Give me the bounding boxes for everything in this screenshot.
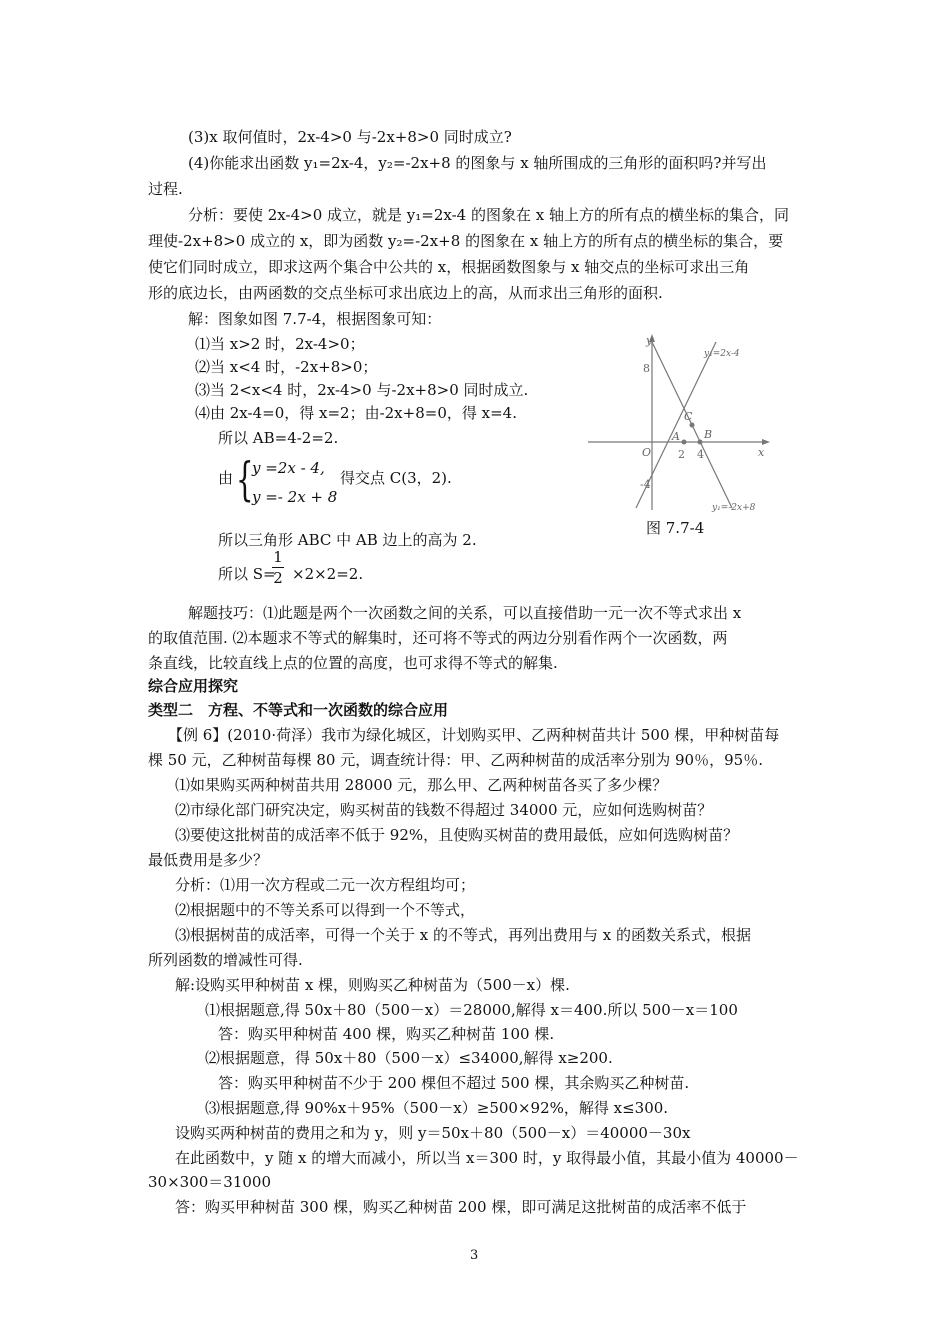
text-line: 解：图象如图 7.7-4，根据图象可知：	[188, 310, 442, 328]
text-line: ⑶根据树苗的成活率，可得一个关于 x 的不等式，再列出费用与 x 的函数关系式，根据	[175, 926, 751, 944]
text-line: 设购买两种树苗的费用之和为 y，则 y＝50x＋80（500－x）＝40000－30x	[175, 1124, 691, 1142]
text-line: 棵 50 元，乙种树苗每棵 80 元，调查统计得：甲、乙两种树苗的成活率分别为 90％，95％.	[148, 751, 763, 769]
text-line: 由	[218, 469, 234, 487]
function-graph	[586, 330, 776, 520]
equation-line: y =- 2x + 8	[252, 488, 338, 506]
section-heading: 类型二 方程、不等式和一次函数的综合应用	[148, 701, 449, 719]
text-line: 得交点 C(3，2).	[340, 469, 452, 487]
text-line: 答：购买甲种树苗不少于 200 棵但不超过 500 棵，其余购买乙种树苗.	[218, 1074, 690, 1092]
text-line: ⑵根据题意，得 50x＋80（500－x）≤34000,解得 x≥200.	[205, 1049, 613, 1067]
text-line: 所列函数的增减性可得.	[148, 951, 303, 969]
text-line: 理使-2x+8>0 成立的 x，即为函数 y₂=-2x+8 的图象在 x 轴上方的所有点的横坐标的集合，要	[148, 232, 784, 250]
text-line: ×2×2=2.	[292, 565, 364, 583]
text-line: 所以 S=	[218, 565, 276, 583]
text-line: 分析：⑴用一次方程或二元一次方程组均可；	[175, 876, 476, 894]
text-line: 条直线，比较直线上点的位置的高度，也可求得不等式的解集.	[148, 654, 558, 672]
line-y2-label: y₁=-2x+8	[712, 503, 756, 513]
text-line: 过程.	[148, 180, 183, 198]
text-line: 30×300＝31000	[148, 1173, 272, 1191]
y-axis-label: y	[646, 334, 653, 347]
text-line: 的取值范围. ⑵本题求不等式的解集时，还可将不等式的两边分别看作两个一次函数，两	[148, 629, 728, 647]
equation-brace: {	[236, 452, 254, 506]
fraction-bar	[272, 567, 284, 568]
tick-label-4: 4	[697, 448, 704, 461]
point-a	[682, 440, 687, 445]
tick-label-neg4: -4	[640, 478, 651, 491]
text-line: 分析：要使 2x-4>0 成立，就是 y₁=2x-4 的图象在 x 轴上方的所有点的横坐标的集合，同	[188, 206, 789, 224]
text-line: 所以 AB=4-2=2.	[218, 429, 339, 447]
text-line: ⑴根据题意,得 50x＋80（500－x）＝28000,解得 x＝400.所以 500－x＝100	[205, 1001, 738, 1019]
x-axis-label: x	[758, 446, 765, 459]
point-b-label: B	[704, 428, 713, 441]
text-line: 【例 6】(2010·荷泽）我市为绿化城区，计划购买甲、乙两种树苗共计 500 棵，甲种树苗每	[168, 726, 780, 744]
text-line: ⑷由 2x-4=0，得 x=2；由-2x+8=0，得 x=4.	[195, 404, 517, 422]
text-line: 答：购买甲种树苗 400 棵，购买乙种树苗 100 棵.	[218, 1025, 555, 1043]
text-line: 使它们同时成立，即求这两个集合中公共的 x，根据函数图象与 x 轴交点的坐标可求出三角	[148, 258, 750, 276]
text-line: ⑴如果购买两种树苗共用 28000 元，那么甲、乙两种树苗各买了多少棵？	[175, 776, 668, 794]
page-number: 3	[470, 1248, 479, 1263]
tick-label-8: 8	[643, 362, 650, 375]
text-line: ⑵市绿化部门研究决定，购买树苗的钱数不得超过 34000 元，应如何选购树苗？	[175, 801, 713, 819]
origin-label: O	[642, 446, 652, 459]
text-line: ⑵当 x<4 时，-2x+8>0；	[195, 358, 378, 376]
text-line: 最低费用是多少？	[148, 851, 269, 869]
text-line: ⑶根据题意,得 90%x＋95%（500－x）≥500×92%，解得 x≤300.	[205, 1099, 669, 1117]
text-line: 解题技巧：⑴此题是两个一次函数之间的关系，可以直接借助一元一次不等式求出 x	[188, 604, 742, 622]
text-line: (3)x 取何值时，2x-4>0 与-2x+8>0 同时成立?	[188, 128, 512, 146]
text-line: 解:设购买甲种树苗 x 棵，则购买乙种树苗为（500－x）棵.	[175, 976, 570, 994]
text-line: 所以三角形 ABC 中 AB 边上的高为 2.	[218, 531, 477, 549]
text-line: 形的底边长，由两函数的交点坐标可求出底边上的高，从而求出三角形的面积.	[148, 284, 663, 302]
line-y1-label: y₁=2x-4	[704, 349, 740, 359]
tick-label-2: 2	[678, 448, 685, 461]
fraction-numerator: 1	[273, 548, 283, 566]
point-c-label: C	[684, 410, 693, 423]
section-heading: 综合应用探究	[148, 677, 239, 695]
point-b	[698, 440, 703, 445]
x-axis-arrow-icon	[762, 439, 770, 445]
fraction-denominator: 2	[273, 569, 283, 587]
point-c	[690, 423, 695, 428]
fraction	[272, 548, 284, 587]
equation-line: y =2x - 4,	[252, 459, 325, 477]
text-line: ⑴当 x>2 时，2x-4>0；	[195, 335, 365, 353]
text-line: 答：购买甲种树苗 300 棵，购买乙种树苗 200 棵，即可满足这批树苗的成活率不低于	[175, 1198, 747, 1216]
text-line: 在此函数中，y 随 x 的增大而减小，所以当 x＝300 时，y 取得最小值，其最小值为 40000－	[175, 1149, 799, 1167]
figure-caption: 图 7.7-4	[646, 519, 705, 537]
point-a-label: A	[672, 430, 680, 443]
text-line: ⑶当 2<x<4 时，2x-4>0 与-2x+8>0 同时成立.	[195, 381, 529, 399]
text-line: ⑶要使这批树苗的成活率不低于 92%，且使购买树苗的费用最低，应如何选购树苗？	[175, 826, 739, 844]
text-line: (4)你能求出函数 y₁=2x-4，y₂=-2x+8 的图象与 x 轴所围成的三角形的面积吗?并写出	[188, 154, 767, 172]
text-line: ⑵根据题中的不等关系可以得到一个不等式，	[175, 901, 476, 919]
